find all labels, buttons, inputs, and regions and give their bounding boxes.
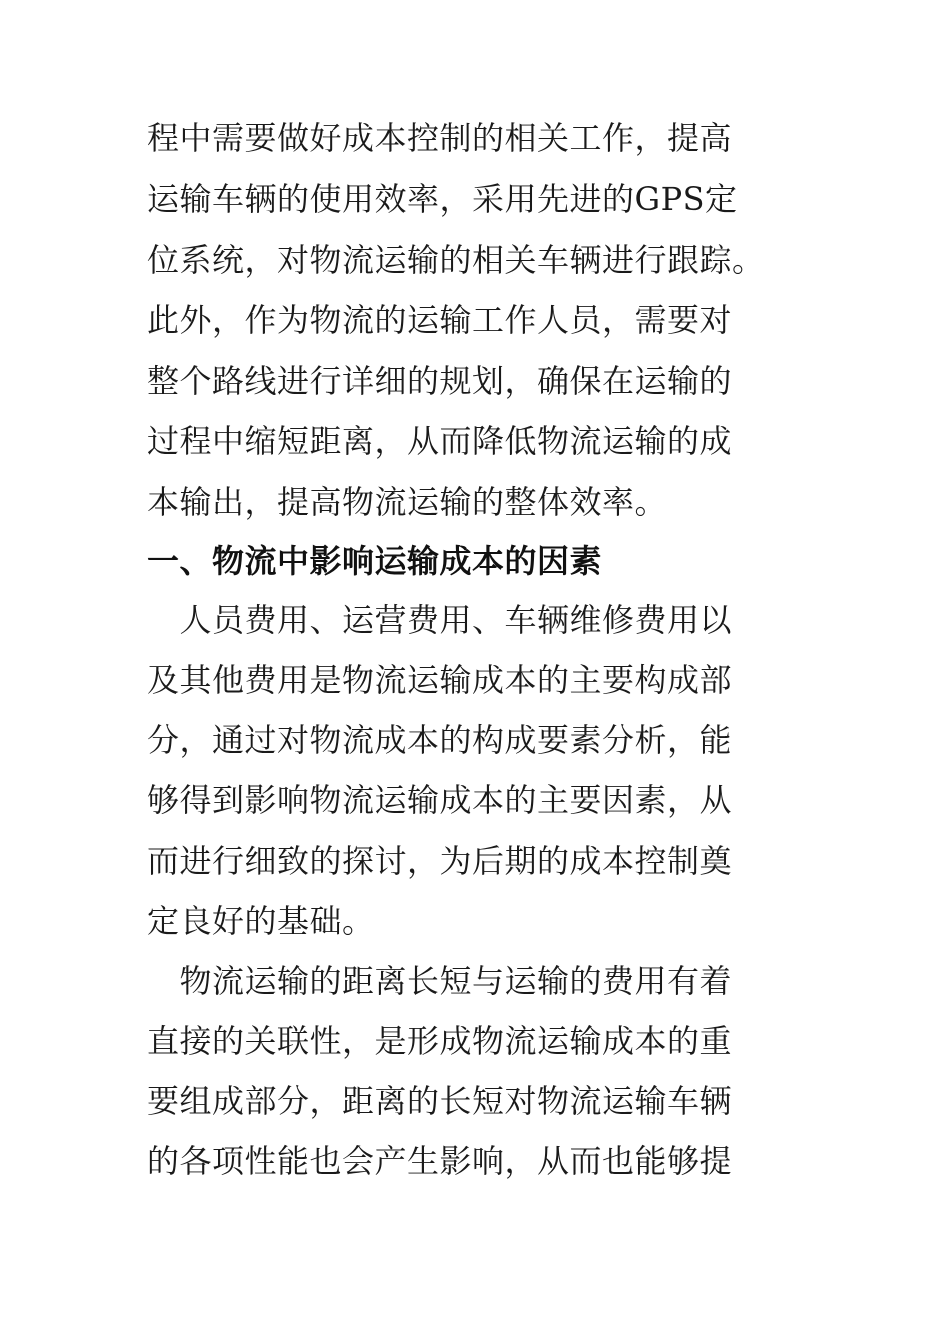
text-line: 位系统，对物流运输的相关车辆进行跟踪。 [147, 241, 765, 279]
text-line: 及其他费用是物流运输成本的主要构成部 [147, 661, 733, 699]
text-line: 此外，作为物流的运输工作人员，需要对 [147, 301, 733, 339]
section-heading: 一、物流中影响运输成本的因素 [147, 542, 603, 580]
text-line: 要组成部分，距离的长短对物流运输车辆 [147, 1082, 733, 1120]
text-line: 物流运输的距离长短与运输的费用有着 [147, 962, 733, 1000]
text-line: 人员费用、运营费用、车辆维修费用以 [147, 601, 733, 639]
text-line: 运输车辆的使用效率，采用先进的GPS定 [147, 180, 738, 218]
text-line: 分，通过对物流成本的构成要素分析，能 [147, 721, 733, 759]
text-line: 而进行细致的探讨，为后期的成本控制奠 [147, 842, 733, 880]
text-line: 够得到影响物流运输成本的主要因素，从 [147, 781, 733, 819]
text-line: 程中需要做好成本控制的相关工作，提高 [147, 119, 733, 157]
text-line: 直接的关联性，是形成物流运输成本的重 [147, 1022, 733, 1060]
text-line: 整个路线进行详细的规划，确保在运输的 [147, 362, 733, 400]
text-line: 的各项性能也会产生影响，从而也能够提 [147, 1142, 733, 1180]
text-line: 定良好的基础。 [147, 902, 375, 940]
text-line: 本输出，提高物流运输的整体效率。 [147, 483, 668, 521]
text-line: 过程中缩短距离，从而降低物流运输的成 [147, 422, 733, 460]
